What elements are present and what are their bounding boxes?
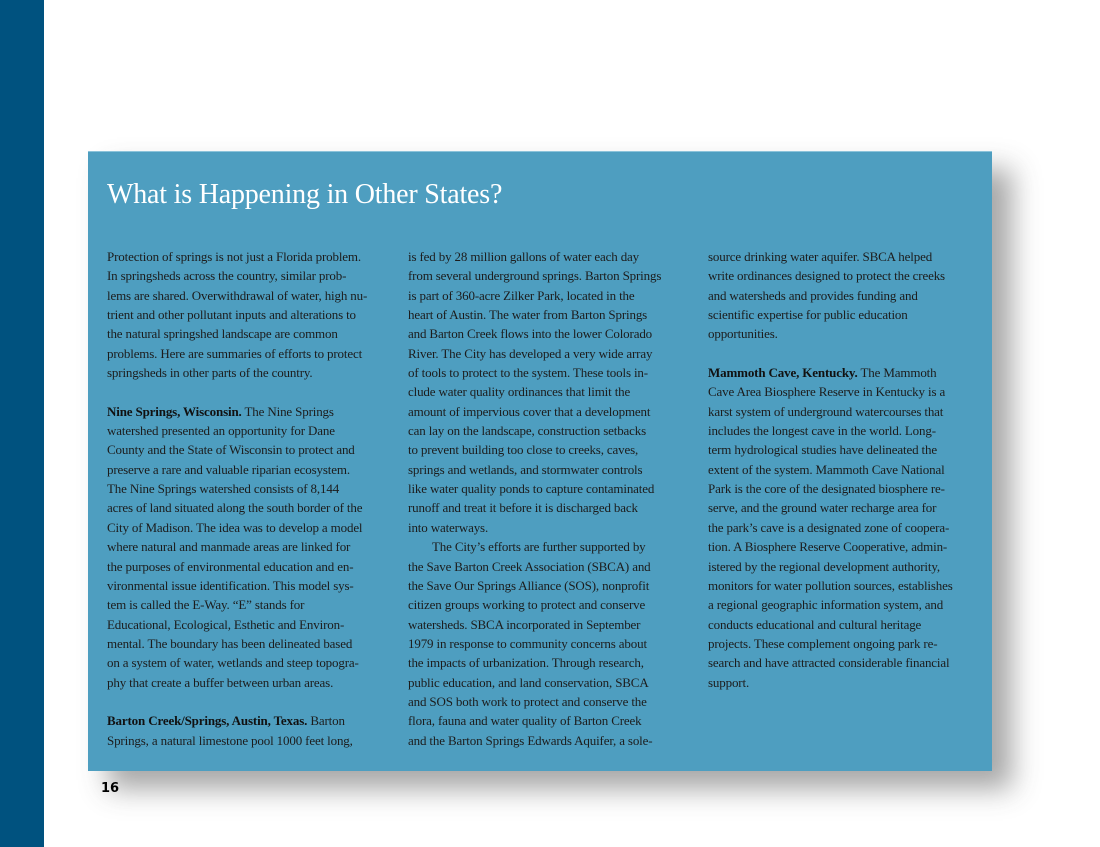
- text-line: River. The City has developed a very wide array: [408, 345, 653, 361]
- text-line: Educational, Ecological, Esthetic and Environ-: [107, 616, 345, 632]
- text-line: 1979 in response to community concerns about: [408, 635, 647, 651]
- text-line: source drinking water aquifer. SBCA helped: [708, 249, 933, 264]
- text-line: [107, 402, 387, 421]
- text-line: and SOS both work to protect and conserve the: [408, 693, 647, 709]
- text-line: [708, 363, 988, 382]
- barton-creek-paragraph: [107, 711, 387, 750]
- city-efforts-paragraph: [408, 537, 688, 750]
- text-column-1: [107, 247, 387, 750]
- text-line: conducts educational and cultural heritage: [708, 616, 922, 632]
- text-line: springs and wetlands, and stormwater controls: [408, 461, 643, 477]
- text-line: preserve a rare and valuable riparian ecosystem.: [107, 461, 350, 477]
- text-line: mental. The boundary has been delineated based: [107, 635, 353, 651]
- text-line: a regional geographic information system, and: [708, 597, 944, 613]
- text-line: and watersheds and provides funding and: [708, 287, 918, 303]
- intro-paragraph: [107, 247, 387, 382]
- text-line: The Nine Springs watershed consists of 8,144: [107, 481, 340, 497]
- text-line: is part of 360-acre Zilker Park, located in the: [408, 287, 635, 303]
- text-line: scientific expertise for public education: [708, 307, 908, 323]
- text-column-3: [708, 247, 988, 692]
- text-line: extent of the system. Mammoth Cave National: [708, 461, 945, 477]
- section-heading-nine-springs: Nine Springs, Wisconsin.: [107, 403, 242, 419]
- text-line: istered by the regional development authority,: [708, 558, 940, 574]
- text-line: watershed presented an opportunity for Dane: [107, 423, 335, 439]
- text-line: Cave Area Biosphere Reserve in Kentucky is a: [708, 384, 946, 400]
- text-fragment: The Mammoth: [857, 365, 937, 381]
- text-line: springsheds in other parts of the country.: [107, 365, 313, 381]
- text-line: watersheds. SBCA incorporated in September: [408, 616, 641, 632]
- text-line: support.: [708, 674, 750, 690]
- text-line: can lay on the landscape, construction setbacks: [408, 423, 647, 439]
- text-line: the Save Barton Creek Association (SBCA) and: [408, 558, 651, 574]
- text-line: includes the longest cave in the world. Long-: [708, 423, 936, 439]
- text-line: term hydrological studies have delineated the: [708, 442, 937, 458]
- text-line: karst system of underground watercourses that: [708, 403, 944, 419]
- text-line: like water quality ponds to capture contaminated: [408, 481, 655, 497]
- text-line: phy that create a buffer between urban areas.: [107, 674, 334, 690]
- text-line: into waterways.: [408, 519, 489, 535]
- text-line: acres of land situated along the south border of the: [107, 500, 363, 516]
- text-line: opportunities.: [708, 326, 778, 342]
- barton-creek-continued-paragraph: [408, 247, 688, 537]
- text-line: [107, 711, 387, 730]
- text-line: problems. Here are summaries of efforts to protect: [107, 345, 363, 361]
- section-heading-mammoth-cave: Mammoth Cave, Kentucky.: [708, 365, 858, 381]
- text-line: Springs, a natural limestone pool 1000 feet long,: [107, 732, 353, 748]
- text-line: citizen groups working to protect and conserve: [408, 597, 646, 613]
- text-line: The City’s efforts are further supported by: [432, 539, 646, 555]
- text-line: search and have attracted considerable financial: [708, 655, 950, 671]
- text-line: In springsheds across the country, similar prob-: [107, 268, 347, 284]
- text-line: write ordinances designed to protect the creeks: [708, 268, 945, 284]
- page-edge-bar: [0, 0, 44, 847]
- text-line: of tools to protect to the system. These tools in-: [408, 365, 648, 381]
- text-line: vironmental issue identification. This model sys-: [107, 577, 354, 593]
- text-line: the impacts of urbanization. Through research,: [408, 655, 644, 671]
- text-fragment: The Nine Springs: [241, 403, 334, 419]
- text-line: County and the State of Wisconsin to protect and: [107, 442, 355, 458]
- text-line: Protection of springs is not just a Florida problem.: [107, 249, 361, 264]
- mammoth-cave-paragraph: [708, 363, 988, 692]
- text-line: to prevent building too close to creeks, caves,: [408, 442, 639, 458]
- text-line: the purposes of environmental education and en-: [107, 558, 354, 574]
- text-line: trient and other pollutant inputs and alterations to: [107, 307, 356, 323]
- page-number: 16: [101, 781, 120, 796]
- text-line: runoff and treat it before it is discharged back: [408, 500, 638, 516]
- text-line: on a system of water, wetlands and steep topogra-: [107, 655, 359, 671]
- text-line: Park is the core of the designated biosphere re-: [708, 481, 945, 497]
- text-line: lems are shared. Overwithdrawal of water, high nu-: [107, 287, 368, 303]
- text-line: the Save Our Springs Alliance (SOS), nonprofit: [408, 577, 650, 593]
- sbca-paragraph: [708, 247, 988, 344]
- text-line: clude water quality ordinances that limit the: [408, 384, 631, 400]
- text-line: and the Barton Springs Edwards Aquifer, a sole-: [408, 732, 653, 748]
- text-line: public education, and land conservation, SBCA: [408, 674, 649, 690]
- text-line: and Barton Creek flows into the lower Colorado: [408, 326, 653, 342]
- text-line: is fed by 28 million gallons of water each day: [408, 249, 640, 264]
- text-line: amount of impervious cover that a development: [408, 403, 651, 419]
- text-line: City of Madison. The idea was to develop a model: [107, 519, 363, 535]
- text-line: projects. These complement ongoing park re-: [708, 635, 938, 651]
- nine-springs-paragraph: [107, 402, 387, 692]
- text-line: flora, fauna and water quality of Barton Creek: [408, 713, 642, 729]
- text-line: from several underground springs. Barton Springs: [408, 268, 662, 284]
- text-line: the park’s cave is a designated zone of coopera-: [708, 519, 950, 535]
- text-line: monitors for water pollution sources, establishes: [708, 577, 953, 593]
- sidebar-box: [88, 151, 992, 771]
- section-heading-barton-creek: Barton Creek/Springs, Austin, Texas.: [107, 713, 308, 729]
- text-fragment: Barton: [307, 713, 345, 729]
- text-line: heart of Austin. The water from Barton Springs: [408, 307, 648, 323]
- sidebar-title: What is Happening in Other States?: [107, 179, 503, 210]
- text-line: tion. A Biosphere Reserve Cooperative, admin-: [708, 539, 948, 555]
- text-line: tem is called the E-Way. “E” stands for: [107, 597, 305, 613]
- text-line: the natural springshed landscape are common: [107, 326, 338, 342]
- text-column-2: [408, 247, 688, 750]
- text-line: serve, and the ground water recharge area for: [708, 500, 937, 516]
- text-line: where natural and manmade areas are linked for: [107, 539, 351, 555]
